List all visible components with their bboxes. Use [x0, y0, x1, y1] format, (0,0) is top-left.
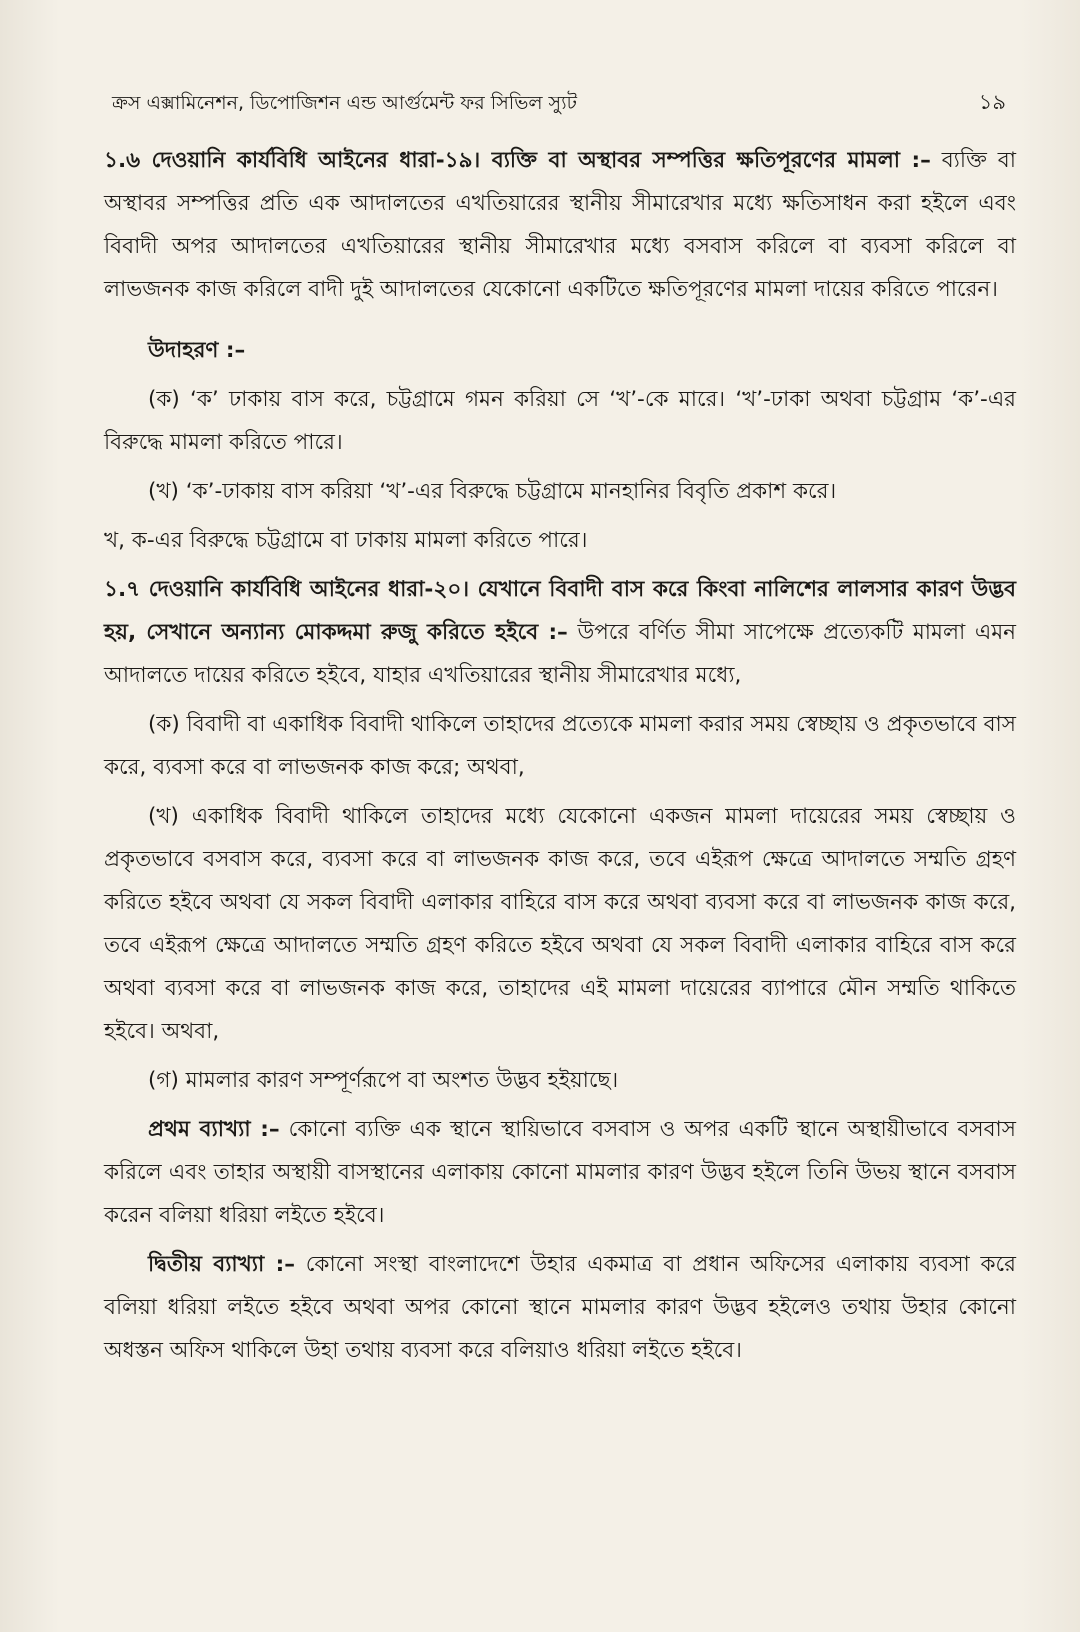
example-label: উদাহরণ :– — [148, 338, 246, 363]
first-explanation-label: প্রথম ব্যাখ্যা :– — [148, 1117, 280, 1142]
example-ka: (ক) ‘ক’ ঢাকায় বাস করে, চট্টগ্রামে গমন করিয়া সে ‘খ’-কে মারে। ‘খ’-ঢাকা অথবা চট্টগ্রাম ‘ক’-এর বিরুদ্ধে মামলা করিতে পারে। — [104, 387, 1016, 455]
example-kha-line-2: খ, ক-এর বিরুদ্ধে চট্টগ্রামে বা ঢাকায় মামলা করিতে পারে। — [104, 528, 588, 553]
second-explanation — [104, 1243, 1016, 1372]
second-explanation-text: কোনো সংস্থা বাংলাদেশে উহার একমাত্র বা প্রধান অফিসের এলাকায় ব্যবসা করে বলিয়া ধরিয়া লইতে হইবে অথবা অপর কোনো স্থানে মামলার কারণ উদ্ভব হইলেও তথায় উহার কোনো অধস্তন অফিস থাকিলে উহা তথায় ব্যবসা করে বলিয়াও ধরিয়া লইতে হইবে। — [104, 1252, 1017, 1363]
running-title: ক্রস এক্সামিনেশন, ডিপোজিশন এন্ড আর্গুমেন্ট ফর সিভিল স্যুট — [112, 92, 577, 114]
page-number: ১৯ — [978, 90, 1006, 114]
example-kha-line-1: (খ) ‘ক’-ঢাকায় বাস করিয়া ‘খ’-এর বিরুদ্ধে চট্টগ্রামে মানহানির বিবৃতি প্রকাশ করে। — [148, 479, 837, 504]
section-1-7-intro: উপরে বর্ণিত সীমা সাপেক্ষে প্রত্যেকটি মামলা এমন আদালতে দায়ের করিতে হইবে, যাহার এখতিয়ারের স্থানীয় সীমারেখার মধ্যে, — [104, 620, 1016, 688]
section-1-6-body: ব্যক্তি বা অস্থাবর সম্পত্তির প্রতি এক আদালতের এখতিয়ারের স্থানীয় সীমারেখার মধ্যে ক্ষতিসাধন করা হইলে এবং বিবাদী অপর আদালতের এখতিয়ারের স্থানীয় সীমারেখার মধ্যে বসবাস করিলে বা ব্যবসা করিলে বা লাভজনক কাজ করিলে বাদী দুই আদালতের যেকোনো একটিতে ক্ষতিপূরণের মামলা দায়ের করিতে পারেন। — [104, 148, 1016, 302]
running-header — [112, 86, 1006, 121]
clause-ka: (ক) বিবাদী বা একাধিক বিবাদী থাকিলে তাহাদের প্রত্যেকে মামলা করার সময় স্বেচ্ছায় ও প্রকৃতভাবে বাস করে, ব্যবসা করে বা লাভজনক কাজ করে; অথবা, — [104, 712, 1016, 780]
section-1-6-heading: ১.৬ দেওয়ানি কার্যবিধি আইনের ধারা-১৯। ব্যক্তি বা অস্থাবর সম্পত্তির ক্ষতিপূরণের মামলা :– — [104, 148, 931, 173]
first-explanation — [104, 1108, 1016, 1237]
first-explanation-text: কোনো ব্যক্তি এক স্থানে স্থায়িভাবে বসবাস ও অপর একটি স্থানে অস্থায়ীভাবে বসবাস করিলে এবং তাহার অস্থায়ী বাসস্থানের এলাকায় কোনো মামলার কারণ উদ্ভব হইলে তিনি উভয় স্থানে বসবাস করেন বলিয়া ধরিয়া লইতে হইবে। — [104, 1117, 1016, 1228]
clause-ga: (গ) মামলার কারণ সম্পূর্ণরূপে বা অংশত উদ্ভব হইয়াছে। — [148, 1068, 619, 1093]
section-1-6-paragraph — [104, 139, 1016, 311]
clause-kha: (খ) একাধিক বিবাদী থাকিলে তাহাদের মধ্যে যেকোনো একজন মামলা দায়েরের সময় স্বেচ্ছায় ও প্রকৃতভাবে বসবাস করে, ব্যবসা করে বা লাভজনক কাজ করে, তবে এইরূপ ক্ষেত্রে আদালতে সম্মতি গ্রহণ করিতে হইবে অথবা যে সকল বিবাদী এলাকার বাহিরে বাস করে অথবা ব্যবসা করে বা লাভজনক কাজ করে, তবে এইরূপ ক্ষেত্রে আদালতে সম্মতি গ্রহণ করিতে হইবে অথবা যে সকল বিবাদী এলাকার বাহিরে বাস করে অথবা ব্যবসা করে বা লাভজনক কাজ করে, তাহাদের এই মামলা দায়েরের ব্যাপারে মৌন সম্মতি থাকিতে হইবে। অথবা, — [104, 804, 1016, 1044]
section-1-7-paragraph — [104, 568, 1016, 697]
second-explanation-label: দ্বিতীয় ব্যাখ্যা :– — [148, 1252, 295, 1277]
section-1-7-heading: ১.৭ দেওয়ানি কার্যবিধি আইনের ধারা-২০। যেখানে বিবাদী বাস করে কিংবা নালিশের লালসার কারণ উদ্ভব হয়, সেখানে অন্যান্য মোকদ্দমা রুজু করিতে হইবে :– — [104, 577, 1016, 645]
